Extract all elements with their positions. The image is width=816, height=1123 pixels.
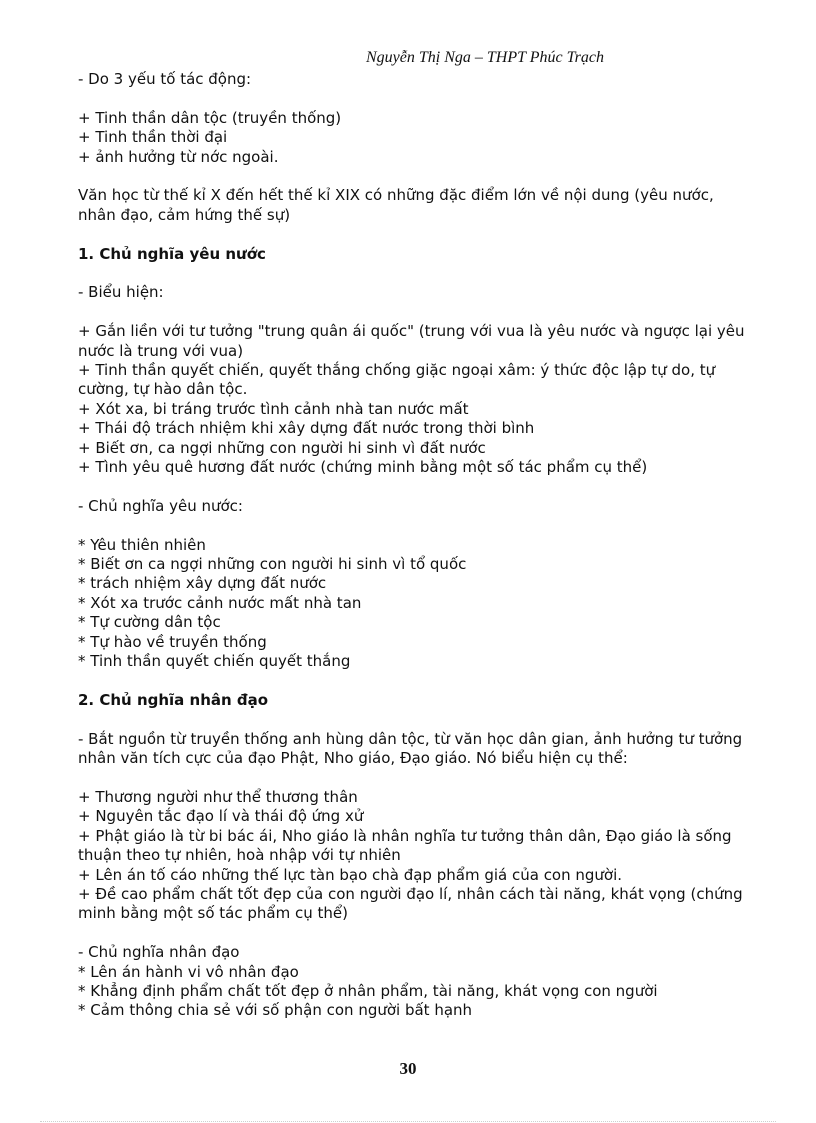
text-line: * Biết ơn ca ngợi những con người hi sinh vì tổ quốc: [78, 555, 467, 574]
text-line: + Tinh thần thời đại: [78, 128, 228, 147]
text-line: + Đề cao phẩm chất tốt đẹp của con người đạo lí, nhân cách tài năng, khát vọng (chứng minh bằng một số tác phẩm cụ thể): [78, 884, 743, 923]
paragraph-gap: [78, 477, 748, 496]
text-line: * Lên án hành vi vô nhân đạo: [78, 962, 299, 981]
text-line: * Tinh thần quyết chiến quyết thắng: [78, 652, 351, 671]
paragraph-gap: [78, 710, 748, 729]
paragraph-gap: [78, 924, 748, 943]
section-heading: 2. Chủ nghĩa nhân đạo: [78, 690, 269, 709]
text-line: + Thái độ trách nhiệm khi xây dựng đất nước trong thời bình: [78, 419, 535, 438]
text-line: + Xót xa, bi tráng trước tình cảnh nhà tan nước mất: [78, 399, 469, 418]
text-line: * Yêu thiên nhiên: [78, 535, 206, 554]
paragraph-gap: [78, 167, 748, 186]
paragraph-gap: [78, 264, 748, 283]
text-line: + Biết ơn, ca ngợi những con người hi sinh vì đất nước: [78, 438, 486, 457]
text-line: + Phật giáo là từ bi bác ái, Nho giáo là nhân nghĩa tư tưởng thân dân, Đạo giáo là sống thuận theo tự nhiên, hoà nhập với tự nhiên: [78, 826, 732, 865]
text-line: - Chủ nghĩa yêu nước:: [78, 496, 243, 515]
text-line: + Gắn liền với tư tưởng "trung quân ái quốc" (trung với vua là yêu nước và ngược lại yêu nước là trung với vua): [78, 322, 745, 360]
page-number: 30: [399, 1059, 417, 1078]
footer-divider: [40, 1121, 776, 1122]
paragraph-gap: [78, 768, 748, 787]
text-line: * Xót xa trước cảnh nước mất nhà tan: [78, 593, 362, 612]
paragraph-gap: [78, 303, 748, 322]
text-line: * Tự hào về truyền thống: [78, 632, 267, 651]
text-line: + Thương người như thể thương thân: [78, 787, 358, 806]
text-line: - Biểu hiện:: [78, 283, 164, 302]
text-line: * Cảm thông chia sẻ với số phận con người bất hạnh: [78, 1001, 473, 1020]
text-line: * Tự cường dân tộc: [78, 613, 221, 632]
text-line: * Khẳng định phẩm chất tốt đẹp ở nhân phẩm, tài năng, khát vọng con người: [78, 981, 658, 1000]
text-line: + Tinh thần dân tộc (truyền thống): [78, 108, 342, 127]
paragraph-gap: [78, 671, 748, 690]
text-line: + Lên án tố cáo những thế lực tàn bạo chà đạp phẩm giá của con người.: [78, 865, 623, 884]
text-line: - Bắt nguồn từ truyền thống anh hùng dân tộc, từ văn học dân gian, ảnh hưởng tư tưởng nhân văn tích cực của đạo Phật, Nho giáo, Đạo giáo. Nó biểu hiện cụ thể:: [78, 729, 743, 768]
text-line: - Chủ nghĩa nhân đạo: [78, 943, 240, 962]
text-line: + ảnh hưởng từ nớc ngoài.: [78, 147, 279, 166]
text-line: + Tinh thần quyết chiến, quyết thắng chống giặc ngoại xâm: ý thức độc lập tự do, tự cường, tự hào dân tộc.: [78, 361, 716, 399]
paragraph-gap: [78, 516, 748, 535]
text-line: * trách nhiệm xây dựng đất nước: [78, 574, 327, 593]
text-line: + Tình yêu quê hương đất nước (chứng minh bằng một số tác phẩm cụ thể): [78, 458, 648, 477]
page-header: Nguyễn Thị Nga – THPT Phúc Trạch: [366, 49, 604, 66]
paragraph-gap: [78, 89, 748, 108]
text-line: + Nguyên tắc đạo lí và thái độ ứng xử: [78, 807, 364, 826]
paragraph-gap: [78, 225, 748, 244]
section-heading: 1. Chủ nghĩa yêu nước: [78, 244, 266, 263]
text-line: - Do 3 yếu tố tác động:: [78, 70, 252, 88]
text-line: Văn học từ thế kỉ X đến hết thế kỉ XIX có những đặc điểm lớn về nội dung (yêu nước, nhân đạo, cảm hứng thế sự): [78, 186, 714, 224]
document-body: [78, 70, 748, 1021]
